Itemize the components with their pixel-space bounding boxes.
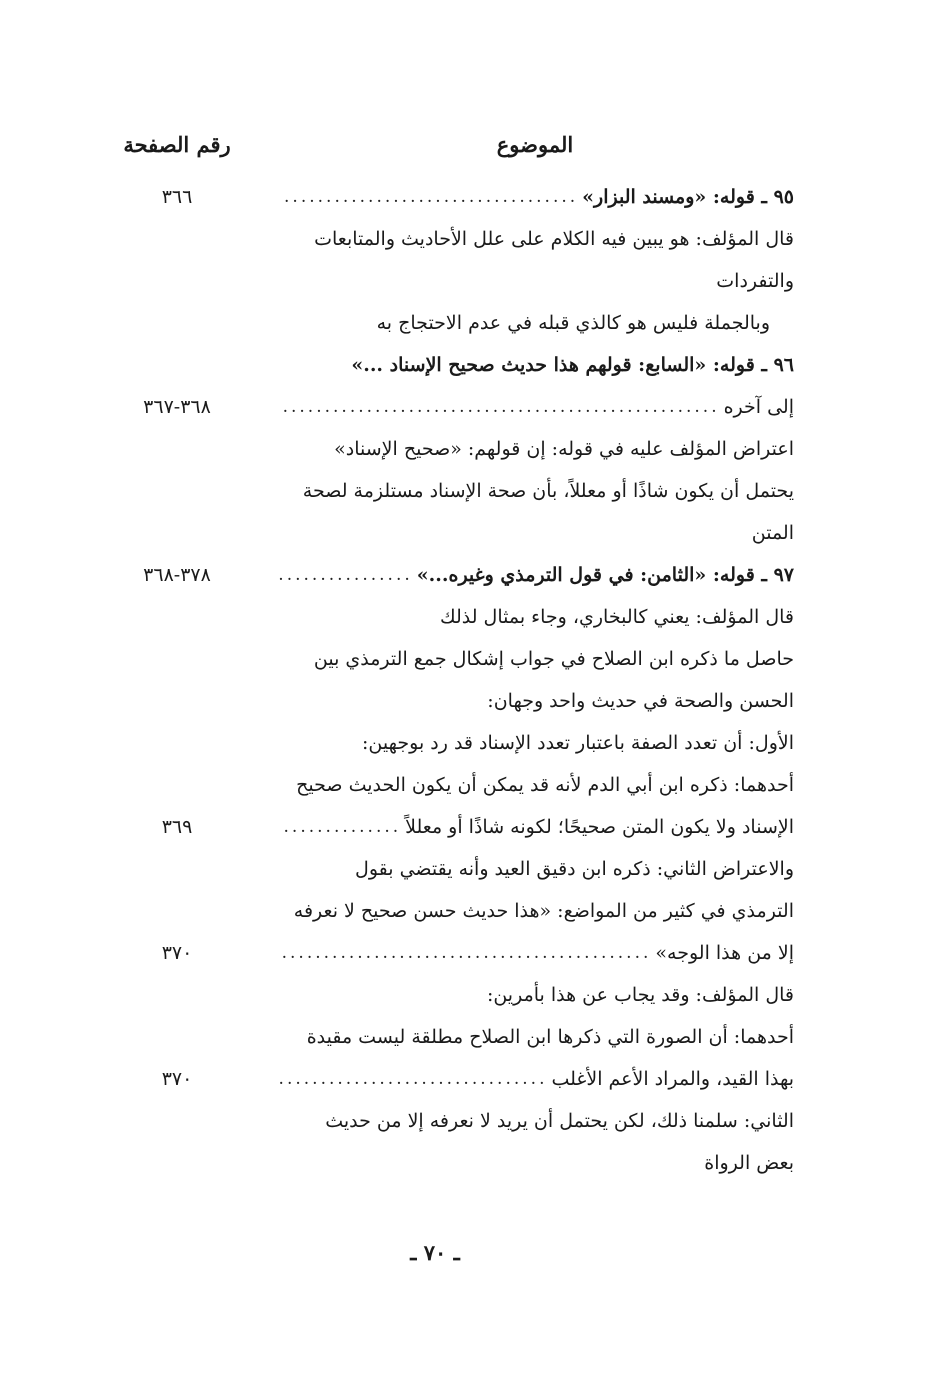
index-line (0, 302, 930, 344)
entry-text: قال المؤلف: وقد يجاب عن هذا بأمرين: (486, 984, 794, 1006)
entry-text: اعتراض المؤلف عليه في قوله: إن قولهم: «صحيح الإسناد» (334, 438, 794, 460)
index-line (0, 974, 930, 1016)
entry-text: أحدهما: أن الصورة التي ذكرها ابن الصلاح مطلقة ليست مقيدة (306, 1026, 794, 1048)
index-line (0, 764, 930, 806)
index-line (0, 932, 930, 974)
entry-heading-text: ٩٧ ـ قوله: «الثامن: في قول الترمذي وغيره...» (416, 564, 794, 586)
entry-text: الثاني: سلمنا ذلك، لكن يحتمل أن يريد لا نعرفه إلا من حديث (325, 1110, 794, 1132)
entry-text: الحسن والصحة في حديث واحد وجهان: (487, 690, 794, 712)
index-line (0, 554, 930, 596)
index-line (0, 512, 930, 554)
page-reference: ٣٦٦ (161, 186, 193, 208)
index-line (0, 344, 930, 386)
entry-heading-text: ٩٦ ـ قوله: «السابع: قولهم هذا حديث صحيح الإسناد ...» (351, 354, 794, 376)
index-line (0, 470, 930, 512)
dot-leader: ................................ (278, 1069, 548, 1089)
index-line (0, 1100, 930, 1142)
index-line (0, 722, 930, 764)
entry-text: حاصل ما ذكره ابن الصلاح في جواب إشكال جمع الترمذي بين (313, 648, 794, 670)
entry-text: إلى آخره (723, 396, 794, 418)
topic-column-header: الموضوع (496, 132, 574, 157)
entry-text: الترمذي في كثير من المواضع: «هذا حديث حسن صحيح لا نعرفه (293, 900, 794, 922)
index-line (0, 848, 930, 890)
index-entries (0, 176, 930, 1184)
entry-text: بعض الرواة (704, 1152, 794, 1174)
entry-text: قال المؤلف: هو يبين فيه الكلام على علل الأحاديث والمتابعات (314, 228, 794, 250)
index-line (0, 806, 930, 848)
index-line (0, 1058, 930, 1100)
dot-leader: ................................... (284, 187, 579, 207)
page-reference: ٣٦٩ (161, 816, 193, 838)
entry-text: وبالجملة فليس هو كالذي قبله في عدم الاحتجاج به (376, 312, 770, 334)
index-line (0, 638, 930, 680)
entry-text: قال المؤلف: يعني كالبخاري، وجاء بمثال لذلك (439, 606, 794, 628)
dot-leader: .................................................... (282, 397, 720, 417)
dot-leader: ............................................ (281, 943, 652, 963)
entry-text: إلا من هذا الوجه» (655, 942, 794, 964)
index-line (0, 596, 930, 638)
entry-text: الإسناد ولا يكون المتن صحيحًا؛ لكونه شاذًا أو معللاً (405, 816, 794, 838)
dot-leader: ................ (278, 565, 413, 585)
index-line (0, 1142, 930, 1184)
dot-leader: .............. (283, 817, 402, 837)
index-line (0, 428, 930, 470)
index-line (0, 386, 930, 428)
page-number-column-header: رقم الصفحة (123, 132, 231, 157)
entry-text: يحتمل أن يكون شاذًا أو معللاً، بأن صحة الإسناد مستلزمة لصحة (302, 480, 794, 502)
page-reference: ٣٧٠ (161, 942, 193, 964)
index-line (0, 680, 930, 722)
entry-text: بهذا القيد، والمراد الأعم الأغلب (551, 1068, 794, 1090)
page-reference: ٣٦٨-٣٦٧ (143, 396, 211, 418)
index-line (0, 890, 930, 932)
index-line (0, 218, 930, 260)
page-reference: ٣٧٠ (161, 1068, 193, 1090)
entry-text: أحدهما: ذكره ابن أبي الدم لأنه قد يمكن أن يكون الحديث صحيح (296, 774, 794, 796)
entry-text: والتفردات (716, 270, 794, 292)
entry-text: الأول: أن تعدد الصفة باعتبار تعدد الإسناد قد رد بوجهين: (362, 732, 794, 754)
index-line (0, 260, 930, 302)
entry-heading-text: ٩٥ ـ قوله: «ومسند البزار» (582, 186, 794, 208)
page-folio: ـ ٧٠ ـ (410, 1240, 460, 1265)
entry-text: المتن (751, 522, 794, 544)
page-reference: ٣٧٨-٣٦٨ (143, 564, 211, 586)
index-line (0, 1016, 930, 1058)
index-line (0, 176, 930, 218)
entry-text: والاعتراض الثاني: ذكره ابن دقيق العيد وأنه يقتضي بقول (355, 858, 794, 880)
